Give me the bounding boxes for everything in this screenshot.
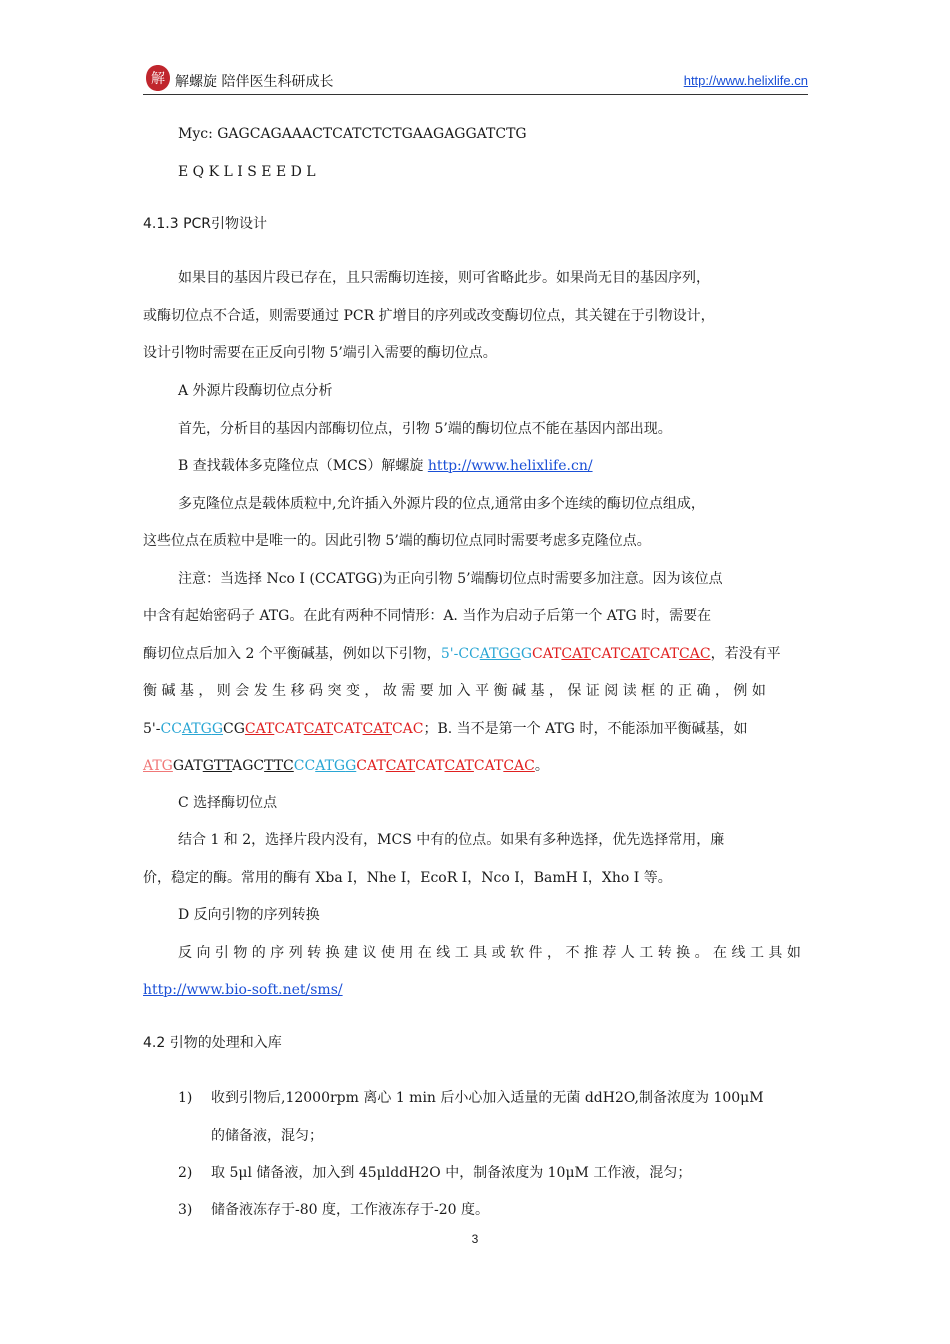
note-text: ；B. 当不是第一个 ATG 时，不能添加平衡碱基，如	[423, 721, 748, 737]
subheading-d: D 反向引物的序列转换	[178, 907, 320, 923]
paragraph-line: 首先，分析目的基因内部酶切位点，引物 5’端的酶切位点不能在基因内部出现。	[178, 421, 672, 437]
list-item-number: 2)	[178, 1165, 193, 1181]
subheading-b-text: B 查找载体多克隆位点（MCS）解螺旋	[178, 458, 428, 474]
period: 。	[534, 758, 549, 774]
paragraph-line: 结合 1 和 2，选择片段内没有，MCS 中有的位点。如果有多种选择，优先选择常用，廉	[178, 832, 725, 848]
bio-soft-link[interactable]: http://www.bio-soft.net/sms/	[143, 982, 343, 998]
section-heading-4-2: 4.2 引物的处理和入库	[143, 1035, 282, 1051]
primer-sequence-1: 5'-CCATGGGCATCATCATCATCATCAC	[440, 646, 711, 662]
subheading-b	[178, 456, 593, 476]
paragraph-line: 衡 碱 基 ， 则 会 发 生 移 码 突 变 ， 故 需 要 加 入 平 衡 碱 基 ， 保 证 阅 读 框 的 正 确 ， 例 如	[143, 683, 766, 699]
note-text-tail: ，若没有平	[710, 646, 781, 662]
helixlife-link[interactable]: http://www.helixlife.cn/	[427, 458, 593, 474]
paragraph-line: 反 向 引 物 的 序 列 转 换 建 议 使 用 在 线 工 具 或 软 件 ， 不 推 荐 人 工 转 换 。 在 线 工 具 如	[178, 945, 801, 961]
subheading-a: A 外源片段酶切位点分析	[178, 383, 333, 399]
header-url-link[interactable]: http://www.helixlife.cn	[683, 73, 808, 88]
page-number: 3	[471, 1232, 479, 1246]
primer-sequence-2: 5'-CCATGGCGCATCATCATCATCATCAC	[143, 721, 424, 737]
paragraph-line: 多克隆位点是载体质粒中,允许插入外源片段的位点,通常由多个连续的酶切位点组成，	[178, 496, 705, 512]
list-item-number: 1)	[178, 1090, 193, 1106]
paragraph-line: 设计引物时需要在正反向引物 5’端引入需要的酶切位点。	[143, 345, 497, 361]
paragraph-line	[143, 719, 747, 739]
section-heading-4-1-3: 4.1.3 PCR引物设计	[143, 216, 268, 232]
paragraph-line: 注意：当选择 Nco I (CCATGG)为正向引物 5’端酶切位点时需要多加注意。因为该位点	[178, 571, 723, 587]
note-text: 酶切位点后加入 2 个平衡碱基，例如以下引物，	[143, 646, 441, 662]
list-item: 取 5μl 储备液，加入到 45μlddH2O 中，制备浓度为 10μM 工作液，混匀；	[211, 1165, 692, 1181]
subheading-c: C 选择酶切位点	[178, 795, 278, 811]
paragraph-line: 中含有起始密码子 ATG。在此有两种不同情形：A. 当作为启动子后第一个 ATG 时，需要在	[143, 608, 712, 624]
list-item: 储备液冻存于-80 度，工作液冻存于-20 度。	[211, 1202, 489, 1218]
header-brand: 解螺旋 陪伴医生科研成长	[175, 74, 334, 90]
paragraph-line: 或酶切位点不合适，则需要通过 PCR 扩增目的序列或改变酶切位点，其关键在于引物设计，	[143, 308, 715, 324]
paragraph-line	[143, 644, 781, 664]
paragraph-line: 价，稳定的酶。常用的酶有 Xba I，Nhe I，EcoR I，Nco I，BamH I，Xho I 等。	[143, 870, 672, 886]
paragraph-line	[143, 756, 549, 776]
list-item-number: 3)	[178, 1202, 193, 1218]
myc-sequence: Myc: GAGCAGAAACTCATCTCTGAAGAGGATCTG	[178, 126, 527, 142]
paragraph-line: 如果目的基因片段已存在，且只需酶切连接，则可省略此步。如果尚无目的基因序列，	[178, 270, 710, 286]
paragraph-line: 这些位点在质粒中是唯一的。因此引物 5’端的酶切位点同时需要考虑多克隆位点。	[143, 533, 651, 549]
list-item-cont: 的储备液，混匀；	[211, 1128, 323, 1144]
svg-text:解: 解	[151, 71, 165, 87]
list-item: 收到引物后,12000rpm 离心 1 min 后小心加入适量的无菌 ddH2O,制备浓度为 100μM	[211, 1090, 764, 1106]
primer-sequence-3: ATGGATGTTAGCTTCCCATGGCATCATCATCATCATCAC	[143, 758, 535, 774]
myc-amino-acids: E Q K L I S E E D L	[178, 164, 316, 180]
